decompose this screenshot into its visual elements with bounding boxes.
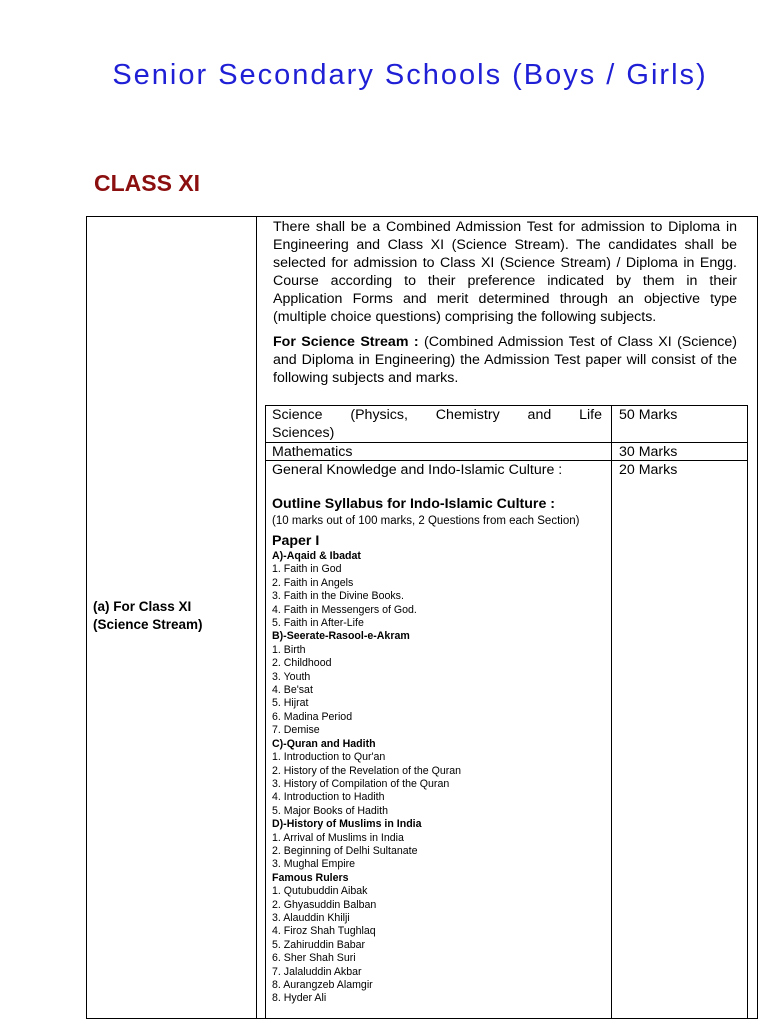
list-item: 1. Faith in God	[272, 563, 342, 576]
list-item: 5. Major Books of Hadith	[272, 804, 388, 817]
list-item: 7. Jalaluddin Akbar	[272, 965, 362, 978]
paper-heading: Paper I	[272, 533, 320, 549]
marks-science: 50 Marks	[619, 407, 678, 423]
page-title: Senior Secondary Schools (Boys / Girls)	[112, 59, 708, 91]
subjects-column-divider	[611, 405, 612, 1019]
section-heading: Famous Rulers	[272, 871, 349, 884]
table-column-divider	[256, 216, 257, 1019]
row-label-line2: (Science Stream)	[93, 617, 203, 632]
list-item: 1. Arrival of Muslims in India	[272, 831, 404, 844]
list-item: 4. Be'sat	[272, 684, 313, 697]
list-item: 3. Alauddin Khilji	[272, 911, 350, 924]
section-heading: B)-Seerate-Rasool-e-Akram	[272, 630, 410, 643]
science-stream-label: For Science Stream :	[273, 334, 419, 350]
list-item: 6. Sher Shah Suri	[272, 952, 356, 965]
section-heading: A)-Aqaid & Ibadat	[272, 550, 361, 562]
list-item: 8. Aurangzeb Alamgir	[272, 979, 373, 991]
list-item: 2. Beginning of Delhi Sultanate	[272, 844, 418, 857]
marks-general-knowledge: 20 Marks	[619, 462, 678, 478]
list-item: 8. Hyder Ali	[272, 992, 327, 1005]
row-label	[93, 598, 253, 634]
subject-mathematics: Mathematics	[272, 444, 353, 460]
list-item: 2. Faith in Angels	[272, 576, 354, 589]
science-stream-text: (Combined Admission Test of Class XI (Science) and Diploma in Engineering) the Admission Test paper will consist of the following subjects and marks.	[273, 334, 737, 386]
section-heading: D)-History of Muslims in India	[272, 818, 422, 831]
syllabus-title: Outline Syllabus for Indo-Islamic Culture :	[272, 496, 555, 512]
list-item: 4. Introduction to Hadith	[272, 791, 385, 804]
list-item: 4. Faith in Messengers of God.	[272, 603, 417, 616]
syllabus-sections	[272, 550, 602, 1006]
list-item: 3. Mughal Empire	[272, 858, 356, 871]
subject-general-knowledge: General Knowledge and Indo-Islamic Culture :	[272, 462, 563, 478]
intro-paragraph: There shall be a Combined Admission Test for admission to Diploma in Engineering and Class XI (Science Stream). The candidates shall be selected for admission to Class XI (Science Stream) / Diploma in Engg. Course according to their preference indicated by them in their Application Forms and merit determined through an objective type (multiple choice questions) comprising the following subjects.	[273, 219, 737, 325]
subject-science: Science (Physics, Chemistry and Life	[272, 407, 602, 423]
list-item: 5. Hijrat	[272, 697, 309, 710]
list-item: 2. Ghyasuddin Balban	[272, 898, 377, 911]
list-item: 2. History of the Revelation of the Quran	[272, 764, 462, 777]
list-item: 3. Youth	[272, 670, 311, 683]
list-item: 1. Birth	[272, 643, 306, 656]
admission-description	[273, 218, 737, 394]
marks-mathematics: 30 Marks	[619, 444, 678, 460]
list-item: 3. Faith in the Divine Books.	[272, 590, 404, 603]
list-item: 4. Firoz Shah Tughlaq	[272, 925, 376, 938]
section-heading: C)-Quran and Hadith	[272, 737, 376, 750]
class-heading: CLASS XI	[94, 170, 201, 196]
list-item: 7. Demise	[272, 724, 320, 737]
science-stream-paragraph	[273, 333, 737, 387]
list-item: 3. History of Compilation of the Quran	[272, 777, 450, 790]
subject-science-cont: Sciences)	[272, 425, 335, 441]
list-item: 5. Zahiruddin Babar	[272, 938, 366, 951]
list-item: 6. Madina Period	[272, 710, 353, 723]
syllabus-note: (10 marks out of 100 marks, 2 Questions from each Section)	[272, 515, 580, 527]
list-item: 2. Childhood	[272, 657, 332, 670]
list-item: 5. Faith in After-Life	[272, 617, 364, 630]
list-item: 1. Qutubuddin Aibak	[272, 885, 368, 898]
row-label-line1: (a) For Class XI	[93, 599, 192, 614]
list-item: 1. Introduction to Qur'an	[272, 751, 386, 764]
syllabus-outline	[272, 495, 602, 1006]
